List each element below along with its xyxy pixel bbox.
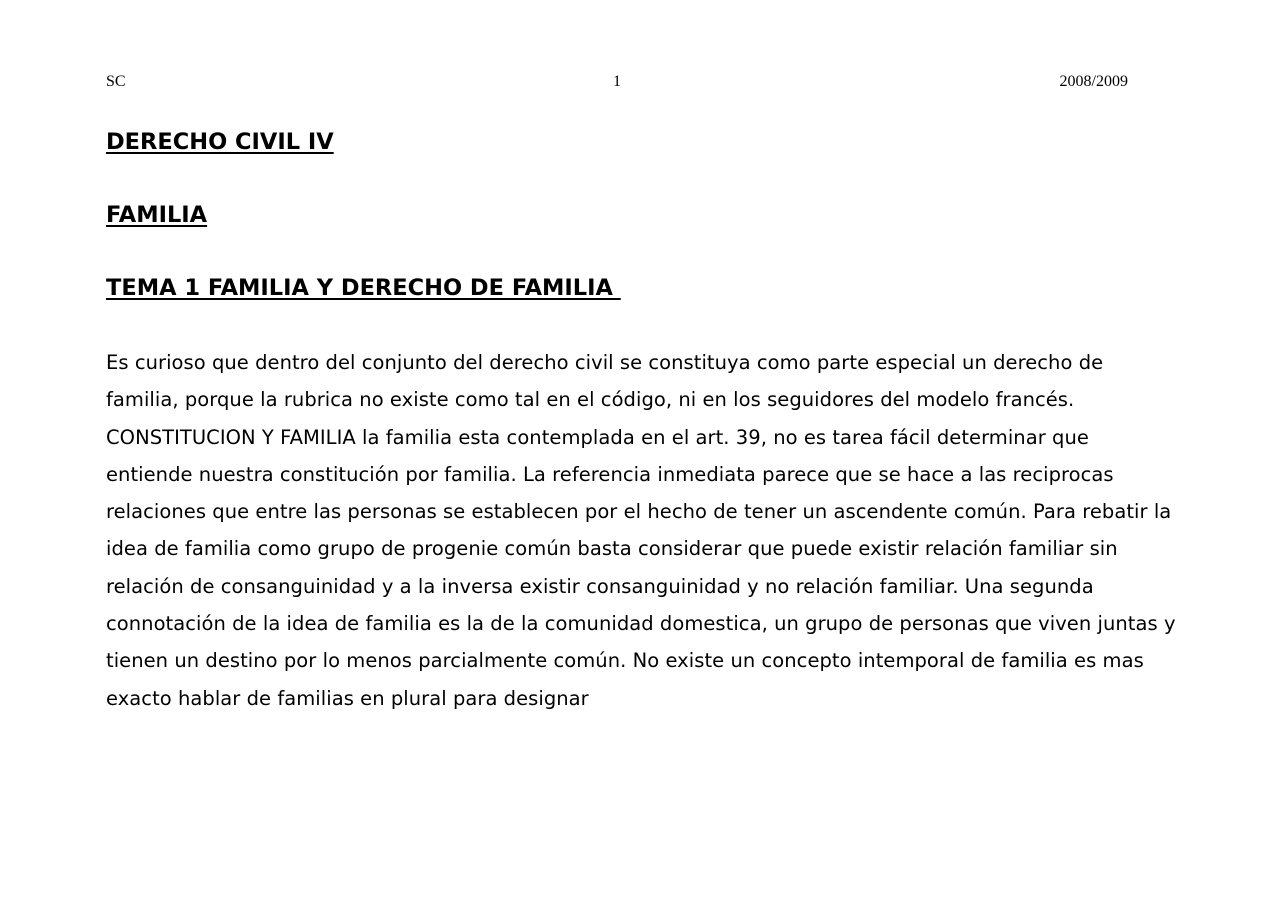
paragraph-intro: Es curioso que dentro del conjunto del derecho civil se constituya como parte especial un derecho de familia, porque la rubrica no existe como tal en el código, ni en los seguidores del modelo francés.: [106, 351, 1104, 412]
document-title: DERECHO CIVIL IV: [106, 129, 334, 155]
section-heading: FAMILIA: [106, 202, 208, 228]
header-author-initials: SC: [106, 73, 126, 90]
header-academic-year: 2008/2009: [1059, 73, 1128, 90]
header-page-number: 1: [613, 73, 621, 90]
paragraph-constitution: CONSTITUCION Y FAMILIA la familia esta contemplada en el art. 39, no es tarea fácil determinar que entiende nuestra constitución por familia. La referencia inmediata parece que se hace a las reciprocas relaciones que entre las personas se establecen por el hecho de tener un ascendente común. Para rebatir la idea de familia como grupo de progenie común basta considerar que puede existir relación familiar sin relación de consanguinidad y a la inversa existir consanguinidad y no relación familiar. Una segunda connotación de la idea de familia es la de la comunidad domestica, un grupo de personas que viven juntas y tienen un destino por lo menos parcialmente común. No existe un concepto intemporal de familia es mas exacto hablar de familias en plural para designar: [106, 425, 1176, 710]
document-body: [106, 126, 1176, 717]
topic-heading: TEMA 1 FAMILIA Y DERECHO DE FAMILIA: [106, 275, 621, 301]
page-header: [106, 73, 1128, 95]
